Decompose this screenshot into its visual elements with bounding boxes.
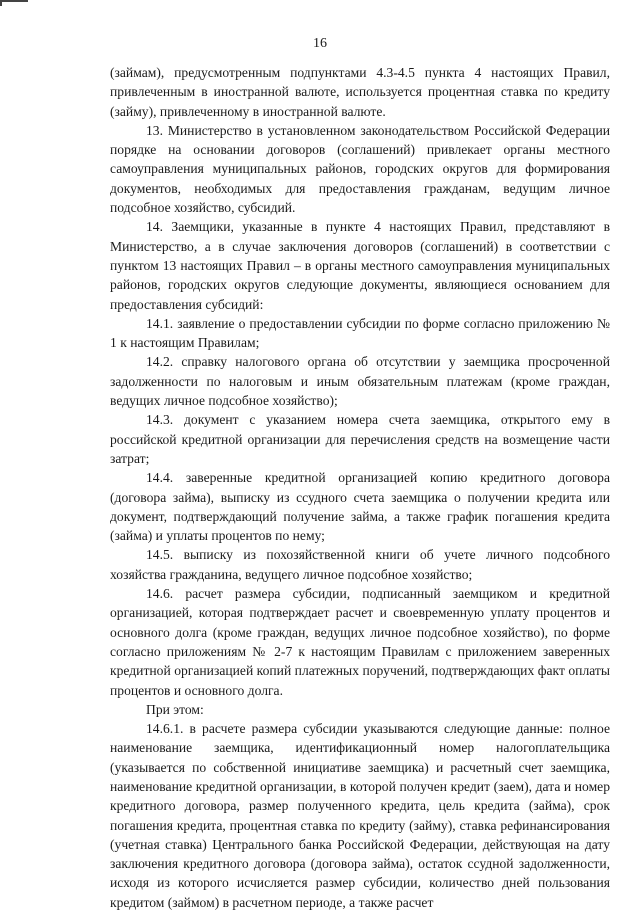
paragraph-item-14-3: 14.3. документ с указанием номера счета заемщика, открытого ему в российской кредитной организации для перечисления средств на возмещение части затрат; bbox=[110, 412, 610, 466]
paragraph-item-13: 13. Министерство в установленном законодательством Российской Федерации порядке на основании договоров (соглашений) привлекает органы местного самоуправления муниципальных районов, городских округов для формирования документов, необходимых для предоставления гражданам, ведущим личное подсобное хозяйство, субсидий. bbox=[110, 122, 610, 216]
paragraph-continuation: (займам), предусмотренным подпунктами 4.3-4.5 пункта 4 настоящих Правил, привлеченным в иностранной валюте, используется процентная ставка по кредиту (займу), привлеченному в иностранной валюте. bbox=[110, 65, 610, 119]
paragraph-item-14-5: 14.5. выписку из похозяйственной книги об учете личного подсобного хозяйства гражданина, ведущего личное подсобное хозяйство; bbox=[110, 547, 610, 582]
paragraph-item-14-4: 14.4. заверенные кредитной организацией копию кредитного договора (договора займа), выписку из ссудного счета заемщика о получении кредита или документ, подтверждающий получение займа, а также график погашения кредита (займа) и уплаты процентов по нему; bbox=[110, 470, 610, 544]
paragraph-item-14: 14. Заемщики, указанные в пункте 4 настоящих Правил, представляют в Министерство, а в случае заключения договоров (соглашений) в соответствии с пунктом 13 настоящих Правил – в органы местного самоуправления муниципальных районов, городских округов следующие документы, являющиеся основанием для предоставления субсидий: bbox=[110, 219, 610, 312]
paragraph-item-14-2: 14.2. справку налогового органа об отсутствии у заемщика просроченной задолженности по налоговым и иным обязательным платежам (кроме граждан, ведущих личное подсобное хозяйство); bbox=[110, 354, 610, 409]
scan-corner-mark bbox=[0, 0, 28, 6]
document-body bbox=[110, 63, 610, 912]
paragraph-item-14-1: 14.1. заявление о предоставлении субсидии по форме согласно приложению № 1 к настоящим Правилам; bbox=[110, 315, 610, 351]
paragraph-note-intro: При этом: bbox=[146, 701, 204, 717]
page-number: 16 bbox=[313, 36, 327, 51]
paragraph-item-14-6-1: 14.6.1. в расчете размера субсидии указываются следующие данные: полное наименование заемщика, идентификационный номер налогоплательщика (указывается по собственной инициативе заемщика) и расчетный счет заемщика, наименование кредитной организации, в которой получен кредит (заем), дата и номер кредитного договора, размер полученного кредита, цель кредита (займа), срок погашения кредита, процентная ставка по кредиту (займу), ставка рефинансирования (учетная ставка) Центрального банка Российской Федерации, действующая на дату заключения кредитного договора (договора займа), остаток ссудной задолженности, исходя из которого исчисляется размер субсидии, количество дней пользования кредитом (займом) в расчетном периоде, а также расчет bbox=[110, 721, 610, 910]
paragraph-item-14-6: 14.6. расчет размера субсидии, подписанный заемщиком и кредитной организацией, которая подтверждает расчет и своевременную уплату процентов и основного долга (кроме граждан, ведущих личное подсобное хозяйство), по форме согласно приложениям № 2-7 к настоящим Правилам с приложением заверенных кредитной организацией копий платежных поручений, подтверждающих факт оплаты процентов и основного долга. bbox=[110, 586, 610, 698]
